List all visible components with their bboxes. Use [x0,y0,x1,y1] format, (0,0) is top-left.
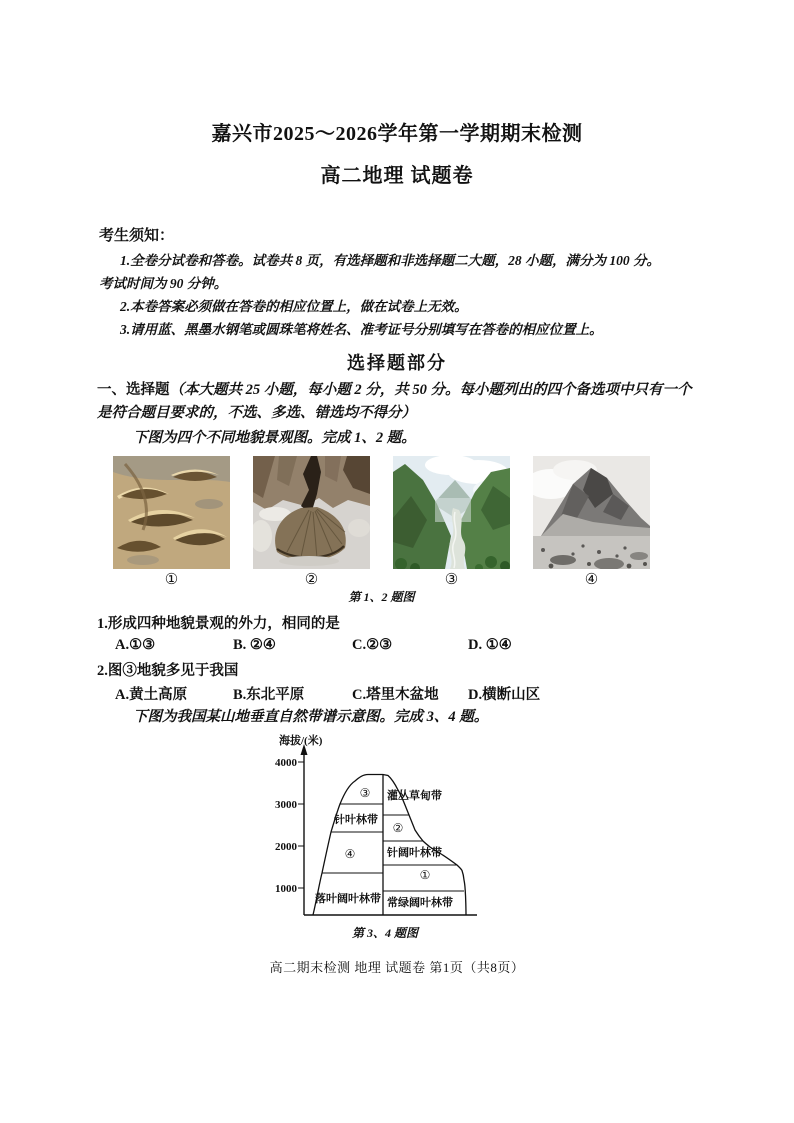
photo-3-label: ③ [444,572,459,588]
instruction-rest: （本大题共 25 小题，每小题 2 分，共 50 分。每小题列出的四个备选项中只有一个 [169,382,692,398]
tick-2000: 2000 [275,841,297,853]
page-subtitle: 高二地理 试题卷 [320,165,474,187]
notice-line-3: 2.本卷答案必须做在答卷的相应位置上，做在试卷上无效。 [120,299,468,314]
landscape-photo-4 [533,456,650,589]
q2-option-b: B.东北平原 [233,687,305,703]
intro-questions-1-2: 下图为四个不同地貌景观图。完成 1、2 题。 [133,430,416,446]
q2-option-d: D.横断山区 [468,687,541,703]
right-zone-evergreen-broadleaf: 常绿阔叶林带 [387,897,453,909]
instruction-lead: 一、选择题 [97,382,170,398]
figure-1-2-caption: 第 1、2 题图 [348,590,415,604]
candidate-notice [99,224,701,341]
page-title: 嘉兴市2025～2026学年第一学期期末检测 [211,123,583,145]
q1-option-d: D. ①④ [468,637,512,653]
arid-mountain-photo [533,456,650,569]
question-2-options [97,683,755,704]
question-2-stem: 2.图③地貌多见于我国 [97,663,239,679]
right-zone-circle-1: ① [419,868,431,882]
notice-line-2: 考试时间为 90 分钟。 [99,276,228,291]
photo-1-label: ① [164,572,179,588]
q1-option-c: C.②③ [352,637,393,653]
notice-heading: 考生须知： [99,228,175,244]
figure-3-4-caption: 第 3、4 题图 [351,926,418,940]
vertical-zonation-diagram [265,732,485,922]
left-zone-needle-forest: 针叶林带 [334,814,378,826]
figure-1-2-photo-row [113,456,650,589]
tick-1000: 1000 [275,883,297,895]
section-instructions [97,379,707,425]
left-zone-circle-3: ③ [359,786,371,800]
q1-option-a: A.①③ [115,637,156,653]
sand-dunes-photo [113,456,230,569]
landscape-photo-1 [113,456,230,589]
tick-3000: 3000 [275,799,297,811]
landscape-photo-3 [393,456,510,589]
tick-4000: 4000 [275,757,297,769]
intro-questions-3-4: 下图为我国某山地垂直自然带谱示意图。完成 3、4 题。 [133,709,489,725]
right-zone-shrub-meadow: 灌丛草甸带 [387,790,442,802]
photo-4-label: ④ [584,572,599,588]
notice-line-4: 3.请用蓝、黑墨水钢笔或圆珠笔将姓名、准考证号分别填写在答卷的相应位置上。 [120,322,603,337]
altitude-axis-label: 海拔/(米) [279,735,323,747]
q2-option-c: C.塔里木盆地 [352,687,439,703]
q1-option-b: B. ②④ [233,637,276,653]
right-zone-circle-2: ② [392,821,404,835]
section-heading: 选择题部分 [347,353,447,373]
right-zone-mixed-forest: 针阔叶林带 [387,847,442,859]
instruction-line2: 是符合题目要求的，不选、多选、错选均不得分） [97,405,416,421]
question-1-options [97,637,755,654]
question-1-stem: 1.形成四种地貌景观的外力，相同的是 [97,616,340,632]
landscape-photo-2 [253,456,370,589]
page-footer: 高二期末检测 地理 试题卷 第1页（共8页） [269,960,525,975]
left-zone-circle-4: ④ [344,847,356,861]
left-zone-deciduous-broadleaf: 落叶阔叶林带 [315,893,381,905]
q2-option-a: A.黄土高原 [115,687,188,703]
notice-line-1: 1.全卷分试卷和答卷。试卷共 8 页，有选择题和非选择题二大题，28 小题，满分为 100 分。 [120,253,660,268]
photo-2-label: ② [304,572,319,588]
alluvial-fan-photo [253,456,370,569]
river-gorge-photo [393,456,510,569]
figure-3-4-diagram [265,732,505,941]
